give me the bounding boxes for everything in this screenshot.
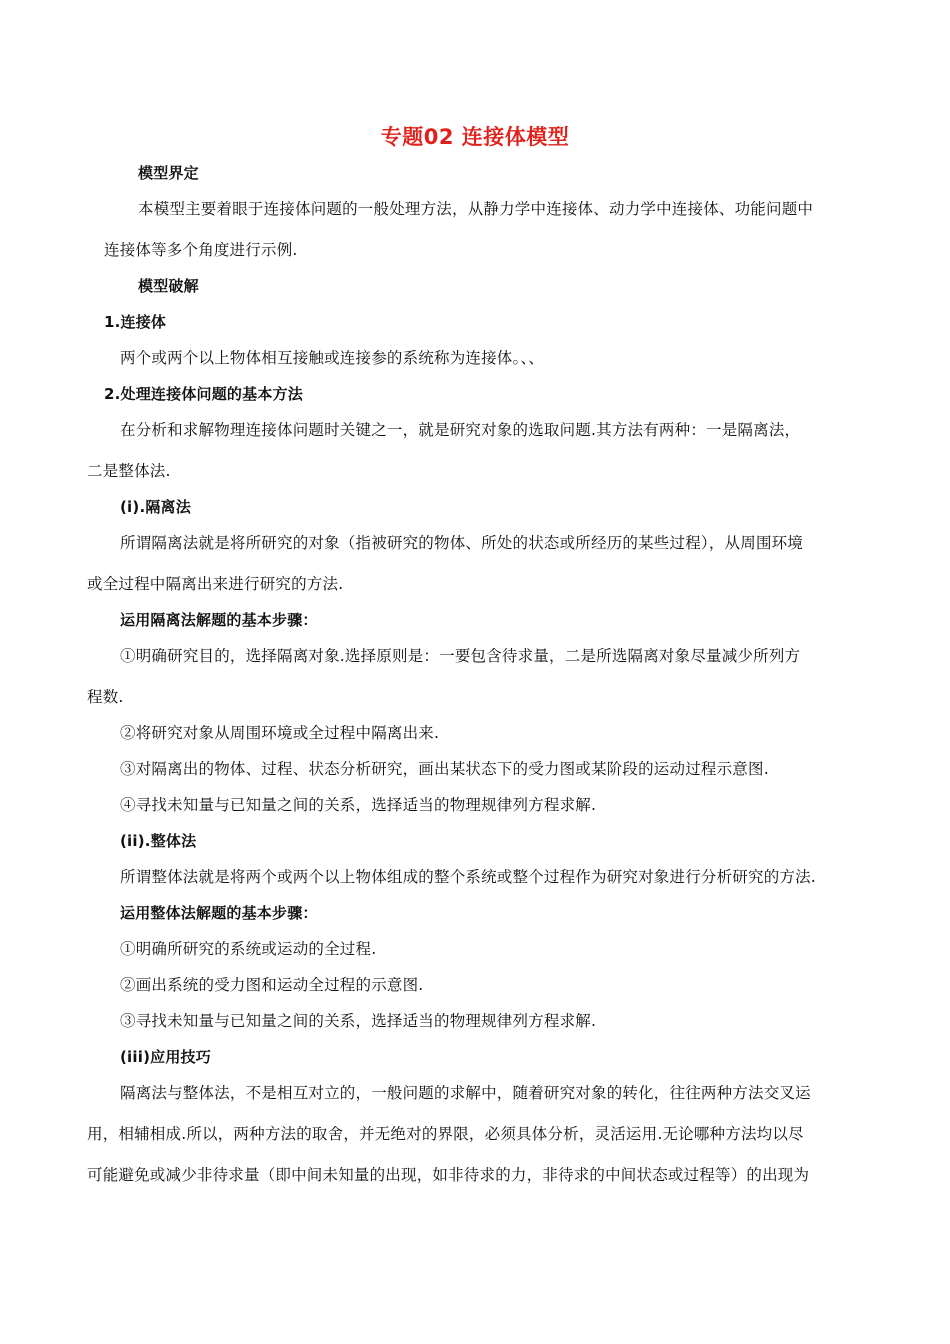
step-item: ④寻找未知量与已知量之间的关系，选择适当的物理规律列方程求解. xyxy=(120,796,597,814)
paragraph-line: 用，相辅相成.所以，两种方法的取舍，并无绝对的界限，必须具体分析，灵活运用.无论哪种方法均以尽 xyxy=(87,1125,804,1143)
heading-basic-methods: 2.处理连接体问题的基本方法 xyxy=(104,385,303,403)
steps-heading-whole: 运用整体法解题的基本步骤： xyxy=(120,904,318,922)
step-item: ③寻找未知量与已知量之间的关系，选择适当的物理规律列方程求解. xyxy=(120,1012,597,1030)
paragraph-line: 二是整体法. xyxy=(87,462,171,480)
heading-connected-body: 1.连接体 xyxy=(104,313,167,331)
paragraph-line: 可能避免或减少非待求量（即中间未知量的出现，如非待求的力，非待求的中间状态或过程等）的出现为 xyxy=(87,1166,810,1184)
paragraph-line: 或全过程中隔离出来进行研究的方法. xyxy=(87,575,344,593)
paragraph-line: 所谓整体法就是将两个或两个以上物体组成的整个系统或整个过程作为研究对象进行分析研究的方法. xyxy=(120,868,816,886)
paragraph-line: 两个或两个以上物体相互接触或连接参的系统称为连接体。、、 xyxy=(120,349,545,367)
step-item: ①明确所研究的系统或运动的全过程. xyxy=(120,940,377,958)
steps-heading-isolation: 运用隔离法解题的基本步骤： xyxy=(120,611,318,629)
paragraph-line: 隔离法与整体法，不是相互对立的，一般问题的求解中，随着研究对象的转化，往往两种方法交叉运 xyxy=(120,1084,811,1102)
paragraph-line: 在分析和求解物理连接体问题时关键之一，就是研究对象的选取问题.其方法有两种：一是隔离法， xyxy=(120,421,801,439)
paragraph-line: 所谓隔离法就是将所研究的对象（指被研究的物体、所处的状态或所经历的某些过程），从周围环境 xyxy=(120,534,804,552)
paragraph-line: 本模型主要着眼于连接体问题的一般处理方法，从静力学中连接体、动力学中连接体、功能问题中 xyxy=(138,200,814,218)
step-item: ②将研究对象从周围环境或全过程中隔离出来. xyxy=(120,724,440,742)
step-item: ③对隔离出的物体、过程、状态分析研究，画出某状态下的受力图或某阶段的运动过程示意图. xyxy=(120,760,769,778)
subheading-application-tips: (iii)应用技巧 xyxy=(120,1048,211,1066)
section-heading-model-solution: 模型破解 xyxy=(138,277,199,295)
step-item-continuation: 程数. xyxy=(87,688,124,706)
subheading-whole-method: (ii).整体法 xyxy=(120,832,197,850)
section-heading-model-definition: 模型界定 xyxy=(138,164,199,182)
step-item: ②画出系统的受力图和运动全过程的示意图. xyxy=(120,976,424,994)
step-item: ①明确研究目的，选择隔离对象.选择原则是：一要包含待求量，二是所选隔离对象尽量减少所列方 xyxy=(120,647,801,665)
paragraph-line: 连接体等多个角度进行示例. xyxy=(104,241,298,259)
subheading-isolation-method: (i).隔离法 xyxy=(120,498,191,516)
page-title: 专题02 连接体模型 xyxy=(380,125,570,149)
